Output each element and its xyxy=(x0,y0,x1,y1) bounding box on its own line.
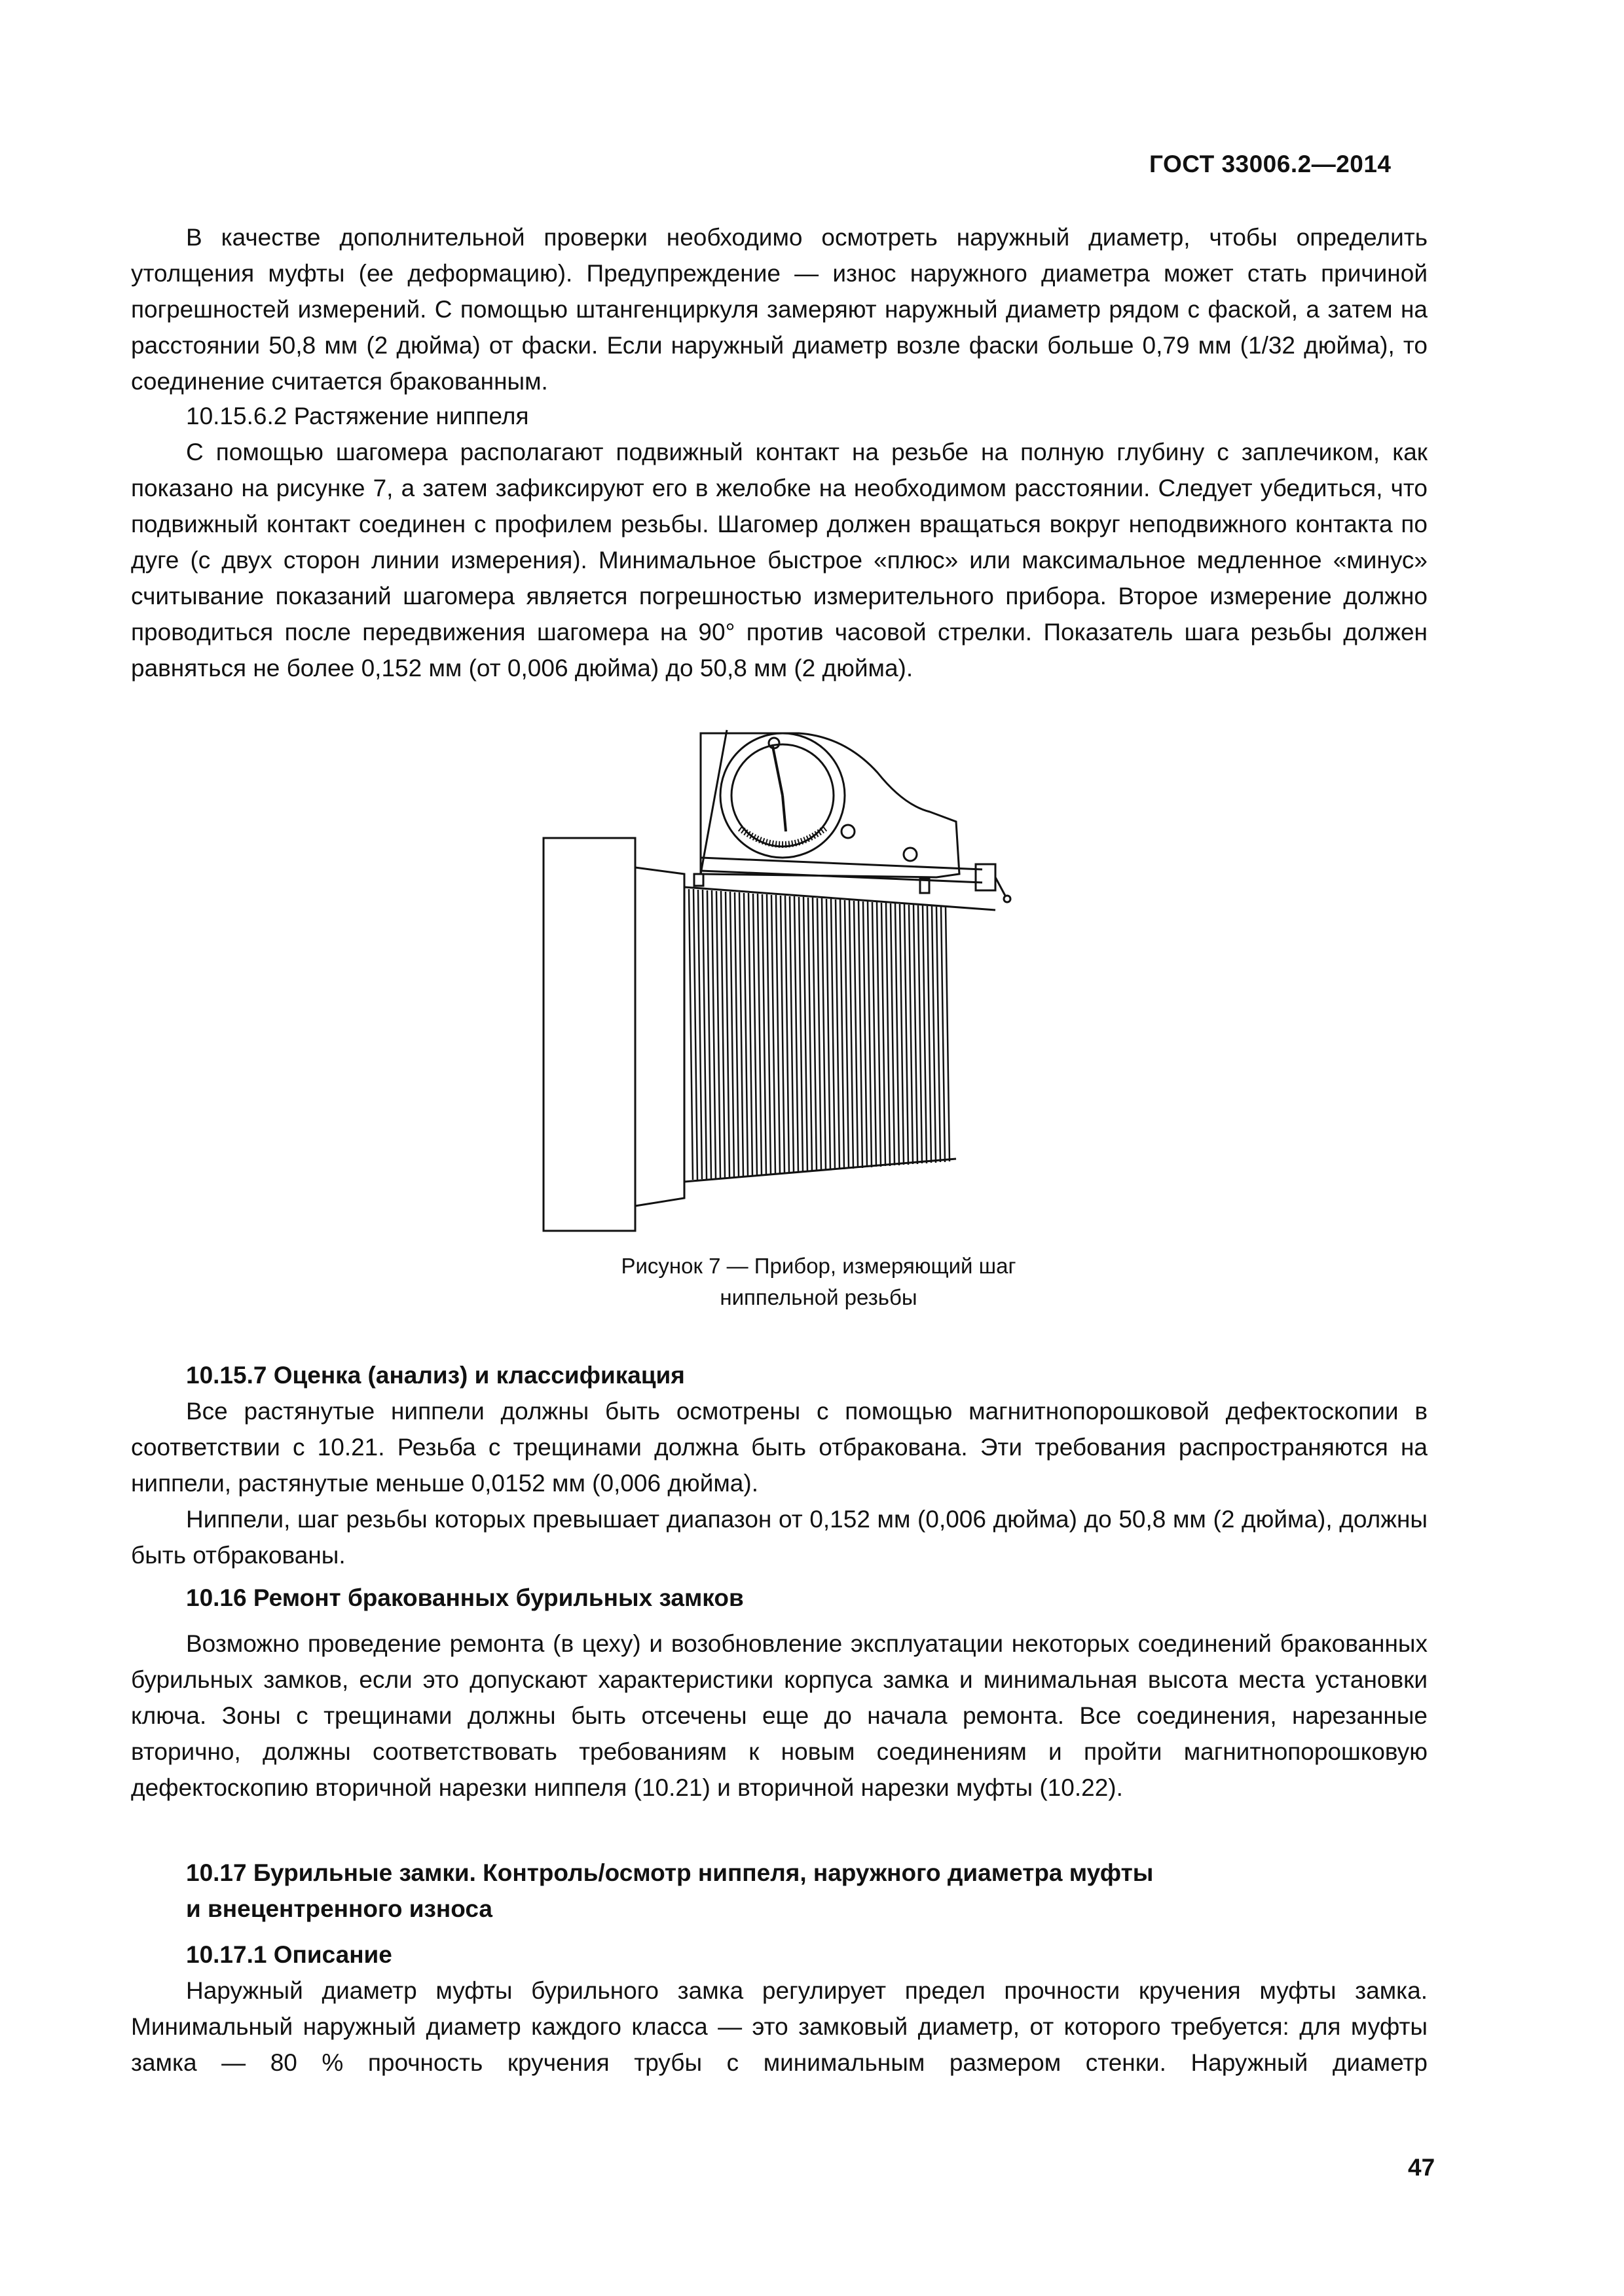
paragraph-outer-diameter-check: В качестве дополнительной проверки необходимо осмотреть наружный диаметр, чтобы определить утолщения муфты (ее деформацию). Предупреждение — износ наружного диаметра может стать причиной погрешностей измерений. С помощью штангенциркуля замеряют наружный диаметр рядом с фаской, а затем на расстоянии 50,8 мм (2 дюйма) от фаски. Если наружный диаметр возле фаски больше 0,79 мм (1/32 дюйма), то соединение считается бракованным. xyxy=(131,224,1428,395)
figure-caption-line-2: ниппельной резьбы xyxy=(720,1285,917,1309)
tool-joint-shoulder xyxy=(544,838,635,1231)
section-heading-10-15-7: 10.15.7 Оценка (анализ) и классификация xyxy=(186,1362,685,1389)
figure-thread-pitch-gauge xyxy=(537,714,1022,1250)
section-heading-10-17 xyxy=(186,1855,1430,1927)
subsection-heading-10-15-6-2: 10.15.6.2 Растяжение ниппеля xyxy=(186,403,529,429)
figure-caption-line-1: Рисунок 7 — Прибор, измеряющий шаг xyxy=(621,1254,1016,1278)
joint-neck xyxy=(635,867,684,1206)
section-heading-10-17-1: 10.17.1 Описание xyxy=(186,1941,392,1968)
figure-caption xyxy=(458,1250,1179,1313)
paragraph-10-15-7-1: Все растянутые ниппели должны быть осмотрены с помощью магнитнопорошковой дефектоскопии в соответствии с 10.21. Резьба с трещинами должна быть отбракована. Эти требования распространяются на ниппели, растянутые меньше 0,0152 мм (0,006 дюйма). xyxy=(131,1398,1428,1497)
fixed-contact xyxy=(694,874,703,886)
paragraph-10-17-1: Наружный диаметр муфты бурильного замка регулирует предел прочности кручения муфты замка. Минимальный наружный диаметр каждого класса — это замковый диаметр, от которого требуется: для муфты замка — 80 % прочность кручения трубы с минимальным размером стенки. Наружный диаметр xyxy=(131,1977,1428,2076)
paragraph-10-15-7-2: Ниппели, шаг резьбы которых превышает диапазон от 0,152 мм (0,006 дюйма) до 50,8 мм (2 дюйма), должны быть отбракованы. xyxy=(131,1506,1428,1569)
dial-needle xyxy=(773,746,783,795)
section-heading-10-17-line-1: 10.17 Бурильные замки. Контроль/осмотр ниппеля, наружного диаметра муфты xyxy=(186,1859,1154,1886)
page-number: 47 xyxy=(1408,2154,1435,2181)
paragraph-nipple-stretch: С помощью шагомера располагают подвижный контакт на резьбе на полную глубину с заплечиком, как показано на рисунке 7, а затем зафиксируют его в желобке на необходимом расстоянии. Следует убедиться, что подвижный контакт соединен с профилем резьбы. Шагомер должен вращаться вокруг неподвижного контакта по дуге (с двух сторон линии измерения). Минимальное быстрое «плюс» или максимальное медленное «минус» считывание показаний шагомера является погрешностью измерительного прибора. Второе измерение должно проводиться после передвижения шагомера на 90° против часовой стрелки. Показатель шага резьбы должен равняться не более 0,152 мм (от 0,006 дюйма) до 50,8 мм (2 дюйма). xyxy=(131,439,1428,682)
section-heading-10-17-line-2: и внецентренного износа xyxy=(186,1895,492,1922)
paragraph-10-16: Возможно проведение ремонта (в цеху) и возобновление эксплуатации некоторых соединений бракованных бурильных замков, если это допускают характеристики корпуса замка и минимальная высота места установки ключа. Зоны с трещинами должны быть отсечены еще до начала ремонта. Все соединения, нарезанные вторично, должны соответствовать требованиям к новым соединениям и пройти магнитнопорошковую дефектоскопию вторичной нарезки ниппеля (10.21) и вторичной нарезки муфты (10.22). xyxy=(131,1630,1428,1801)
document-code: ГОСТ 33006.2—2014 xyxy=(1149,151,1392,177)
gauge-end-screw xyxy=(976,864,995,890)
section-heading-10-16: 10.16 Ремонт бракованных бурильных замков xyxy=(186,1584,744,1611)
nipple-thread xyxy=(689,889,950,1180)
